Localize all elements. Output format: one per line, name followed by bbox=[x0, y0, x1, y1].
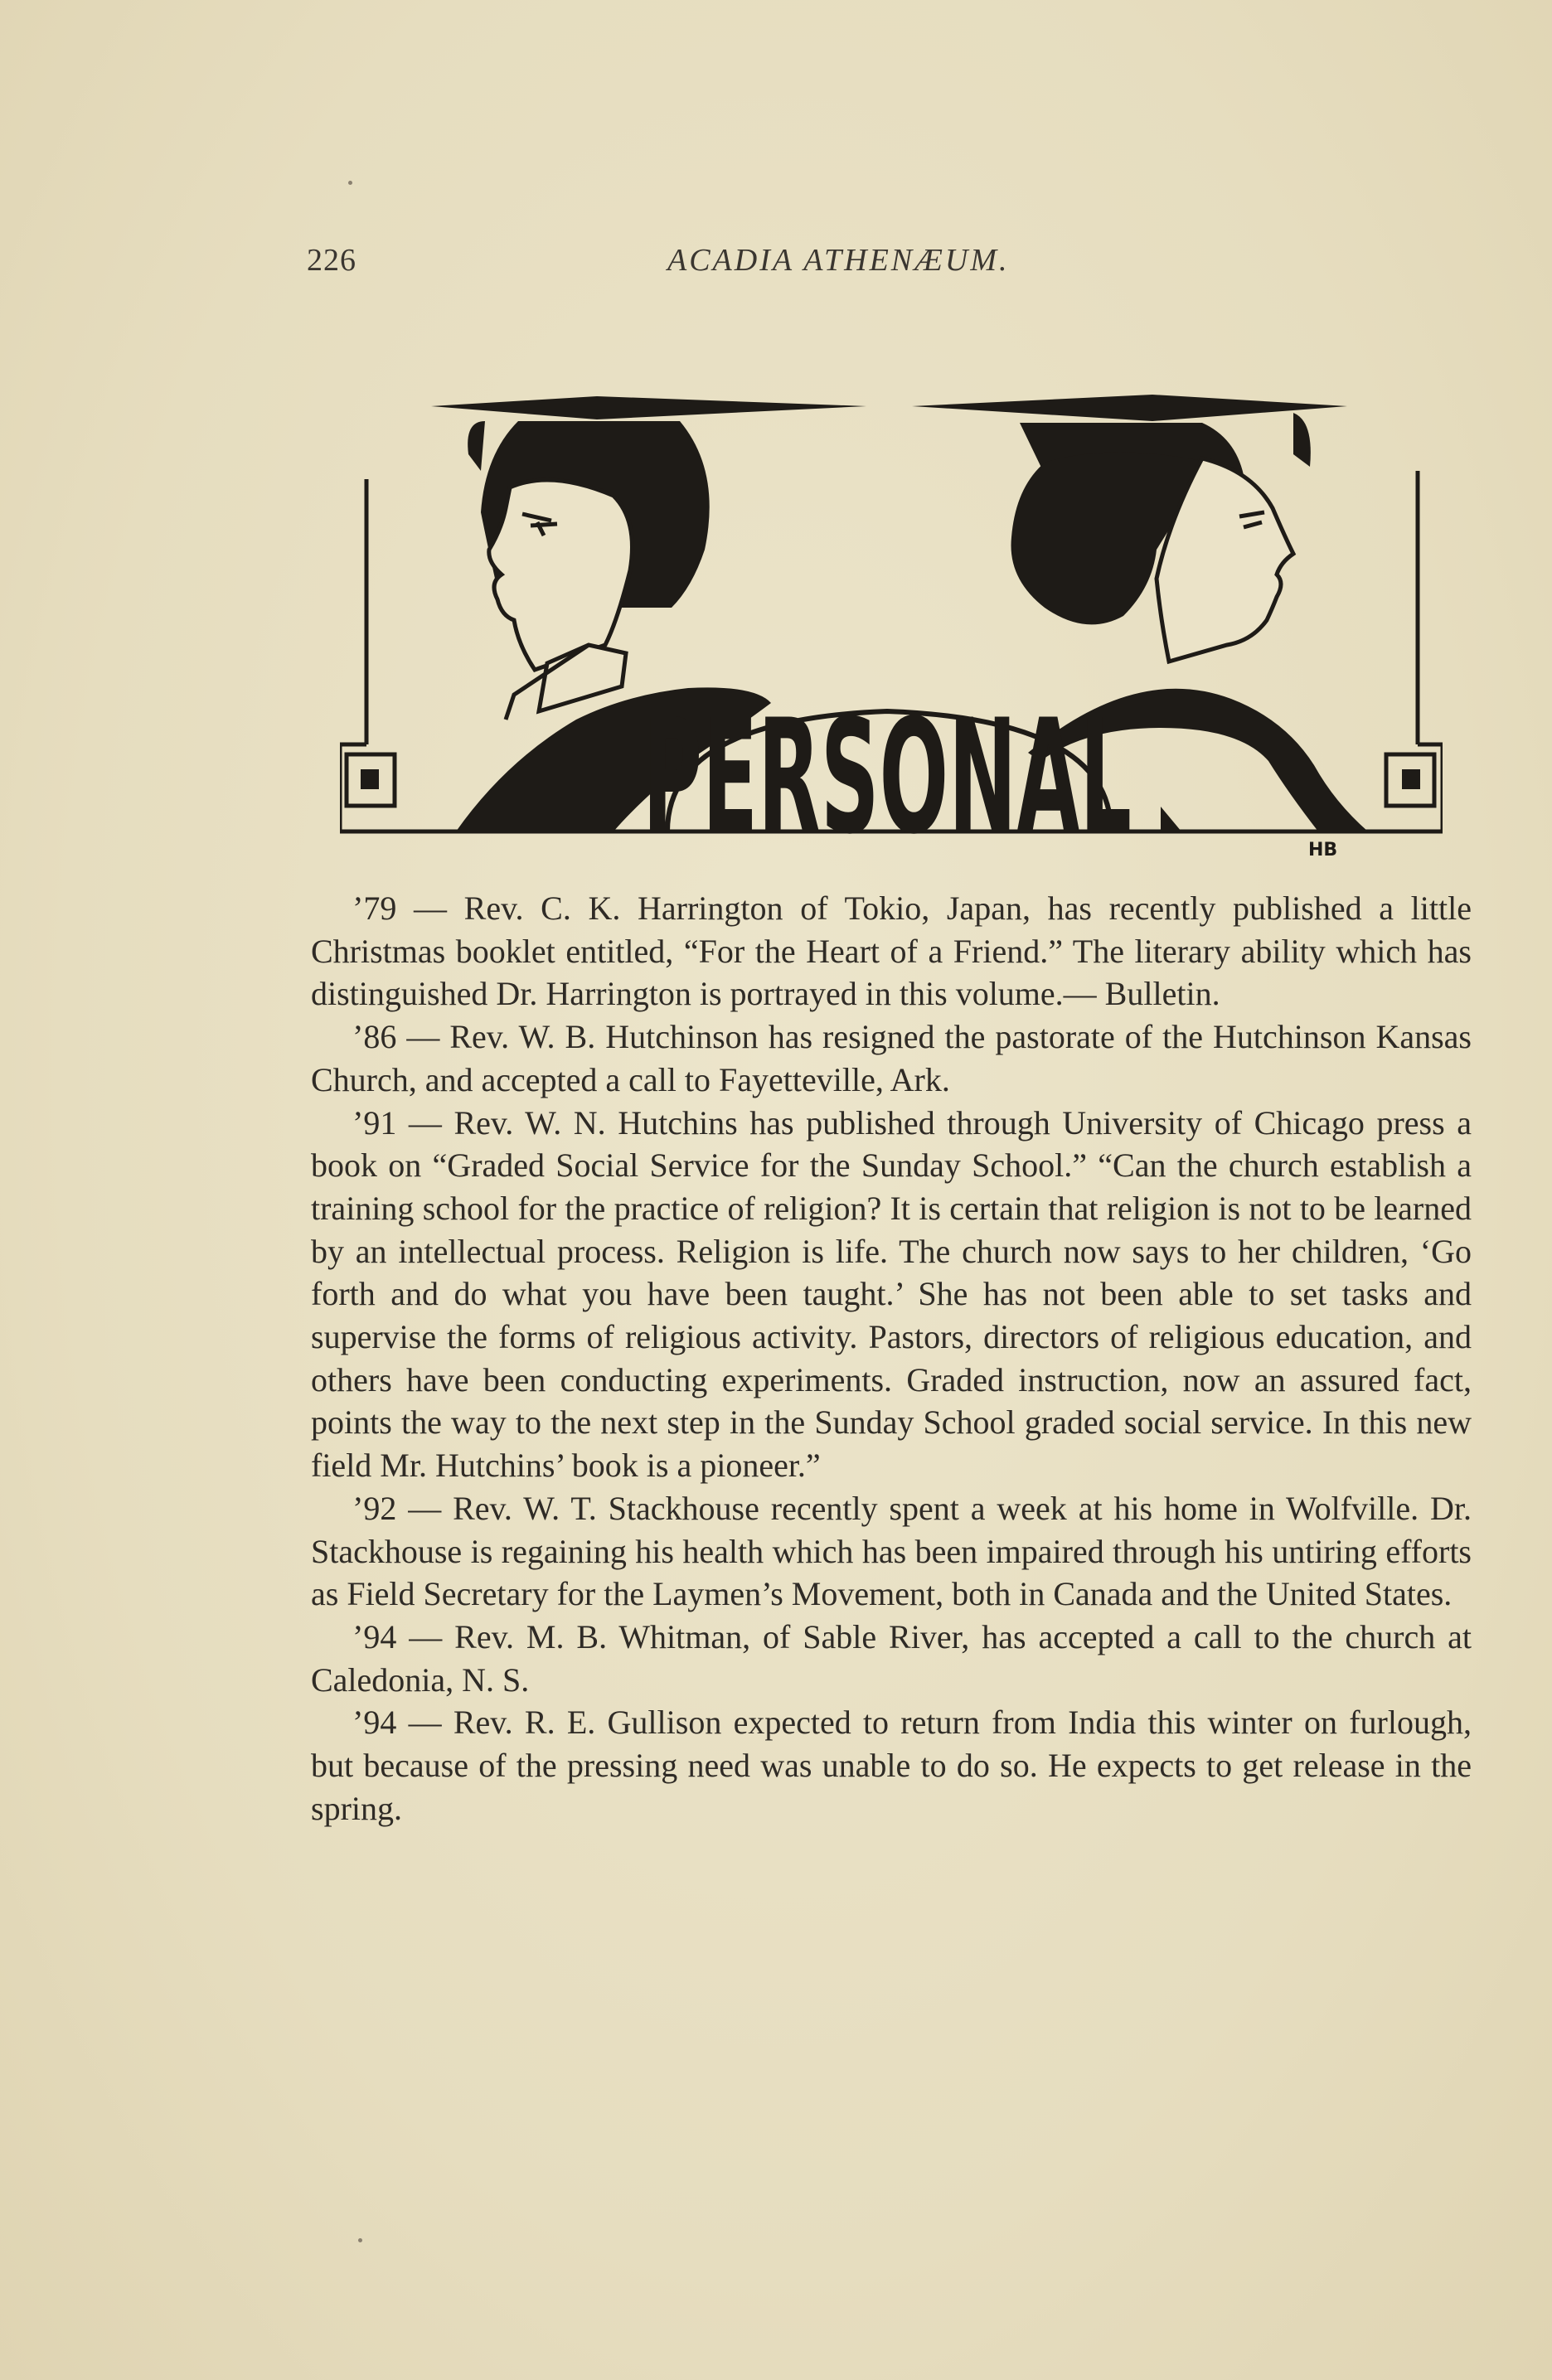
personal-entry: ’94 — Rev. M. B. Whitman, of Sable River, has accepted a call to the church at Caledonia, N. S. bbox=[311, 1617, 1472, 1699]
right-square-ornament bbox=[1402, 769, 1420, 789]
personal-banner bbox=[340, 371, 1443, 860]
personal-notes bbox=[311, 887, 1472, 1830]
page-header bbox=[307, 242, 1302, 284]
personal-entry: ’79 — Rev. C. K. Harrington of Tokio, Japan, has recently published a little Christmas booklet entitled, “For the Heart of a Friend.” The literary ability which has distinguished Dr. Harrington is portrayed in this volume.— Bulletin. bbox=[311, 889, 1472, 1013]
paper-speck bbox=[348, 181, 352, 185]
left-square-ornament bbox=[361, 769, 379, 789]
banner-title: PERSONAL bbox=[643, 686, 1132, 860]
artist-monogram: HB bbox=[1308, 840, 1338, 860]
page-number: 226 bbox=[307, 243, 356, 278]
personal-entry: ’91 — Rev. W. N. Hutchins has published through University of Chicago press a book on “Graded Social Service for the Sunday School.” “Can the church establish a training school for the practice of religion? It is certain that religion is not to be learned by an intellectual process. Religion is life. The church now says to her children, ‘Go forth and do what you have been taught.’ She has not been able to set tasks and supervise the forms of religious activity. Pastors, directors of religious education, and others have been conducting experiments. Graded instruction, now an assured fact, points the way to the next step in the Sunday School graded social service. In this new field Mr. Hutchins’ book is a pioneer.” bbox=[311, 1103, 1472, 1485]
personal-entry: ’94 — Rev. R. E. Gullison expected to return from India this winter on furlough, but because of the pressing need was unable to do so. He expects to get release in the spring. bbox=[311, 1704, 1472, 1827]
personal-entry: ’86 — Rev. W. B. Hutchinson has resigned the pastorate of the Hutchinson Kansas Church, and accepted a call to Fayetteville, Ark. bbox=[311, 1018, 1472, 1098]
paper-speck bbox=[358, 2238, 362, 2242]
personal-entry: ’92 — Rev. W. T. Stackhouse recently spent a week at his home in Wolfville. Dr. Stackhouse is regaining his health which has been impaired through his untiring efforts as Field Secretary for the Laymen’s Movement, both in Canada and the United States. bbox=[311, 1489, 1472, 1613]
right-wedge-ornament bbox=[1161, 807, 1181, 831]
running-title: ACADIA ATHENÆUM. bbox=[667, 243, 1010, 278]
